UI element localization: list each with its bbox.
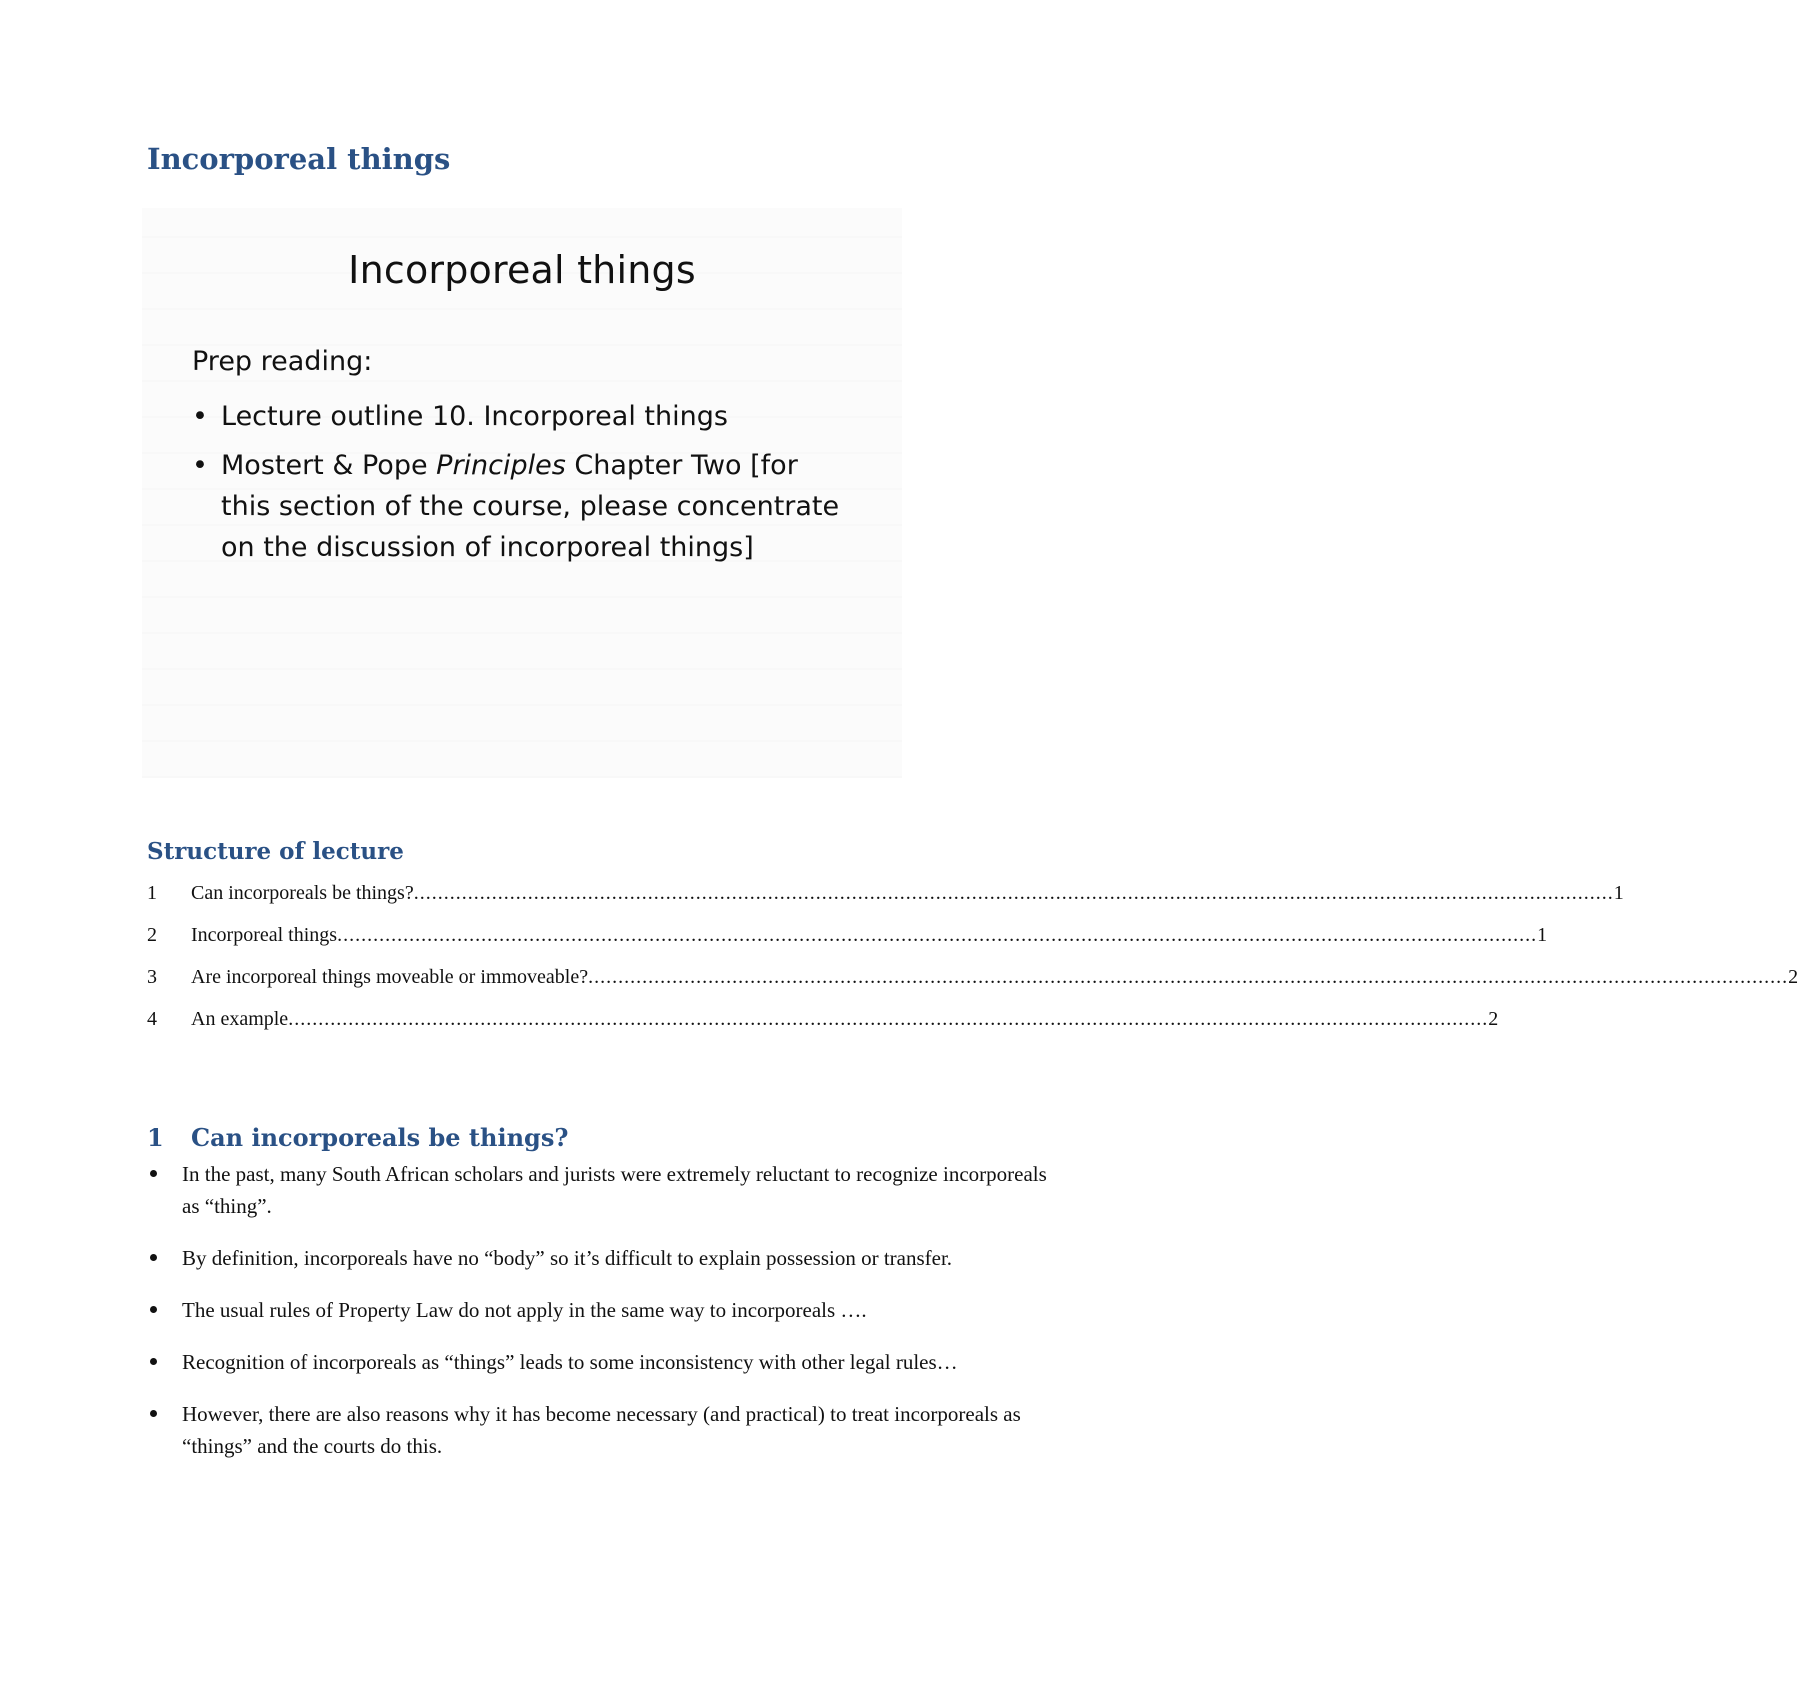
table-of-contents	[147, 872, 1798, 1040]
toc-entry-text: Are incorporeal things moveable or immoveable?	[191, 966, 589, 988]
toc-leader-dots: ........................................................................................................................................................................................................	[588, 966, 1789, 988]
bullet-dot-icon	[150, 1410, 157, 1417]
slide-title: Incorporeal things	[348, 248, 696, 292]
toc-entry-number: 3	[147, 966, 157, 988]
bullet-icon: •	[192, 450, 208, 481]
list-item	[147, 1346, 1067, 1378]
slide-reading-item	[192, 445, 852, 568]
page-title: Incorporeal things	[147, 142, 451, 176]
list-item-text: The usual rules of Property Law do not apply in the same way to incorporeals ….	[182, 1298, 867, 1322]
toc-entry-page: 1	[1537, 924, 1548, 946]
toc-entry-text: Can incorporeals be things?	[191, 882, 414, 904]
slide-reading-item-text-a: Mostert & Pope	[221, 450, 437, 481]
bullet-icon: •	[192, 401, 208, 432]
slide-reading-item-italic: Principles	[436, 450, 566, 481]
section-heading	[147, 1123, 568, 1152]
toc-leader-dots: ........................................................................................................................................................................................................	[413, 882, 1614, 904]
toc-entry-text: Incorporeal things	[191, 924, 338, 946]
toc-entry-page: 2	[1788, 966, 1798, 988]
toc-entry-page: 1	[1613, 882, 1624, 904]
list-item-text: By definition, incorporeals have no “body” so it’s difficult to explain possession or transfer.	[182, 1246, 953, 1270]
toc-entry-text: An example	[191, 1008, 289, 1030]
list-item	[147, 1242, 1067, 1274]
slide-reading-item	[192, 396, 852, 437]
toc-entry-number: 2	[147, 924, 157, 946]
list-item-text: Recognition of incorporeals as “things” leads to some inconsistency with other legal rules…	[182, 1350, 958, 1374]
toc-entry-number: 4	[147, 1008, 157, 1030]
bullet-dot-icon	[150, 1254, 157, 1261]
toc-entry[interactable]	[147, 956, 1798, 998]
slide-subhead: Prep reading:	[192, 346, 373, 377]
list-item	[147, 1398, 1067, 1462]
list-item-text: However, there are also reasons why it has become necessary (and practical) to treat incorporeals as “things” and the courts do this.	[182, 1402, 1021, 1458]
list-item	[147, 1294, 1067, 1326]
section-heading-text: Can incorporeals be things?	[191, 1123, 569, 1152]
slide-reading-item-text-b: Chapter Two [for this section of the course, please concentrate on the discussion of incorporeal things]	[221, 450, 840, 563]
toc-heading: Structure of lecture	[147, 838, 404, 865]
bullet-dot-icon	[150, 1170, 157, 1177]
list-item-text: In the past, many South African scholars and jurists were extremely reluctant to recognize incorporeals as “thing”.	[182, 1162, 1047, 1218]
toc-leader-dots: ........................................................................................................................................................................................................	[337, 924, 1538, 946]
toc-entry[interactable]	[147, 998, 1499, 1040]
toc-entry-page: 2	[1488, 1008, 1499, 1030]
toc-entry[interactable]	[147, 914, 1548, 956]
bullet-dot-icon	[150, 1306, 157, 1313]
embedded-slide-image	[142, 208, 902, 778]
slide-reading-item-text: Lecture outline 10. Incorporeal things	[221, 401, 728, 432]
bullet-dot-icon	[150, 1358, 157, 1365]
slide-reading-list	[192, 396, 852, 576]
section-bullet-list	[147, 1158, 1067, 1482]
toc-entry-number: 1	[147, 882, 157, 904]
toc-entry[interactable]	[147, 872, 1624, 914]
toc-leader-dots: ........................................................................................................................................................................................................	[288, 1008, 1489, 1030]
list-item	[147, 1158, 1067, 1222]
section-number: 1	[147, 1123, 164, 1152]
